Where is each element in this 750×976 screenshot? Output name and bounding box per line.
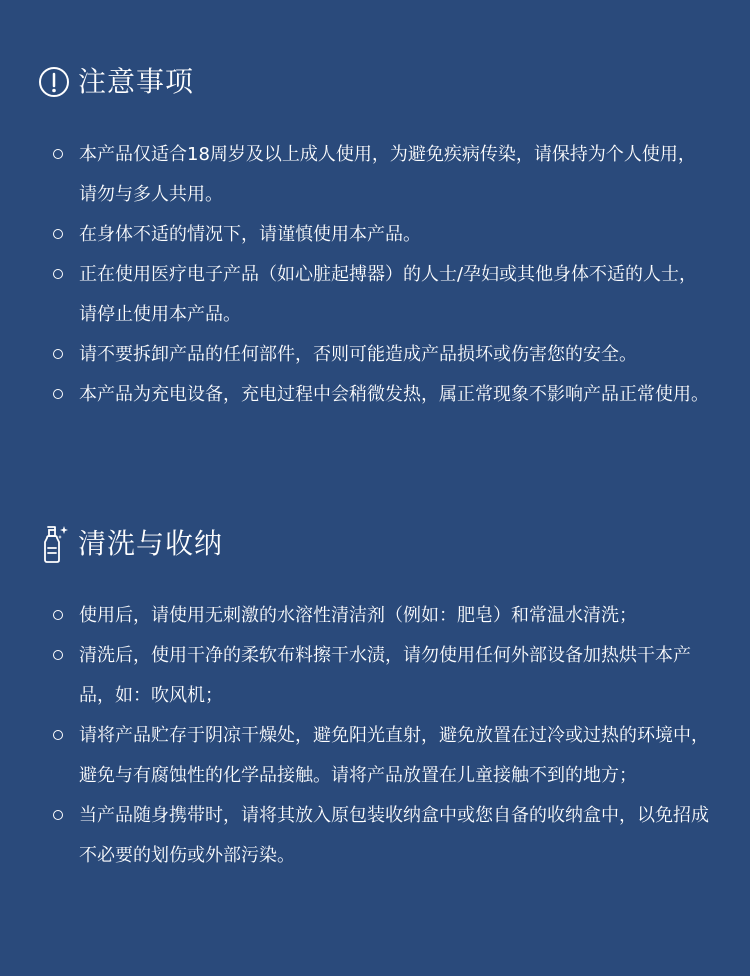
list-item-text: 在身体不适的情况下，请谨慎使用本产品。: [79, 224, 421, 245]
circle-bullet-icon: [53, 610, 63, 620]
list-item: [0, 215, 750, 255]
list-item: [0, 796, 750, 876]
cleaning-title: 清洗与收纳: [78, 527, 224, 560]
exclamation-circle-icon: [38, 65, 70, 99]
list-item-text: 本产品为充电设备，充电过程中会稍微发热，属正常现象不影响产品正常使用。: [79, 384, 709, 405]
list-item-text: 请将产品贮存于阴凉干燥处，避免阳光直射，避免放置在过冷或过热的环境中，避免与有腐蚀性的化学品接触。请将产品放置在儿童接触不到的地方；: [79, 725, 709, 786]
list-item-text: 正在使用医疗电子产品（如心脏起搏器）的人士/孕妇或其他身体不适的人士，请停止使用本产品。: [79, 264, 698, 325]
list-item-text: 当产品随身携带时，请将其放入原包装收纳盒中或您自备的收纳盒中，以免招成不必要的划伤或外部污染。: [79, 805, 709, 866]
list-item: [0, 135, 750, 215]
circle-bullet-icon: [53, 349, 63, 359]
list-item: [0, 716, 750, 796]
circle-bullet-icon: [53, 229, 63, 239]
list-item: [0, 636, 750, 716]
cleaning-list: [0, 596, 750, 876]
notes-list: [0, 135, 750, 415]
list-item: [0, 375, 750, 415]
cleanser-bottle-icon: [38, 527, 70, 561]
circle-bullet-icon: [53, 810, 63, 820]
list-item-text: 清洗后，使用干净的柔软布料擦干水渍，请勿使用任何外部设备加热烘干本产品，如：吹风机；: [79, 645, 691, 706]
notes-title: 注意事项: [78, 65, 195, 98]
list-item: [0, 335, 750, 375]
list-item: [0, 255, 750, 335]
cleaning-header: [38, 527, 223, 561]
list-item: [0, 596, 750, 636]
circle-bullet-icon: [53, 389, 63, 399]
circle-bullet-icon: [53, 650, 63, 660]
list-item-text: 本产品仅适合18周岁及以上成人使用，为避免疾病传染，请保持为个人使用，请勿与多人共用。: [79, 144, 696, 205]
circle-bullet-icon: [53, 730, 63, 740]
circle-bullet-icon: [53, 149, 63, 159]
list-item-text: 请不要拆卸产品的任何部件，否则可能造成产品损坏或伤害您的安全。: [79, 344, 637, 365]
circle-bullet-icon: [53, 269, 63, 279]
list-item-text: 使用后，请使用无刺激的水溶性清洁剂（例如：肥皂）和常温水清洗；: [79, 605, 637, 626]
notes-header: [38, 65, 194, 99]
